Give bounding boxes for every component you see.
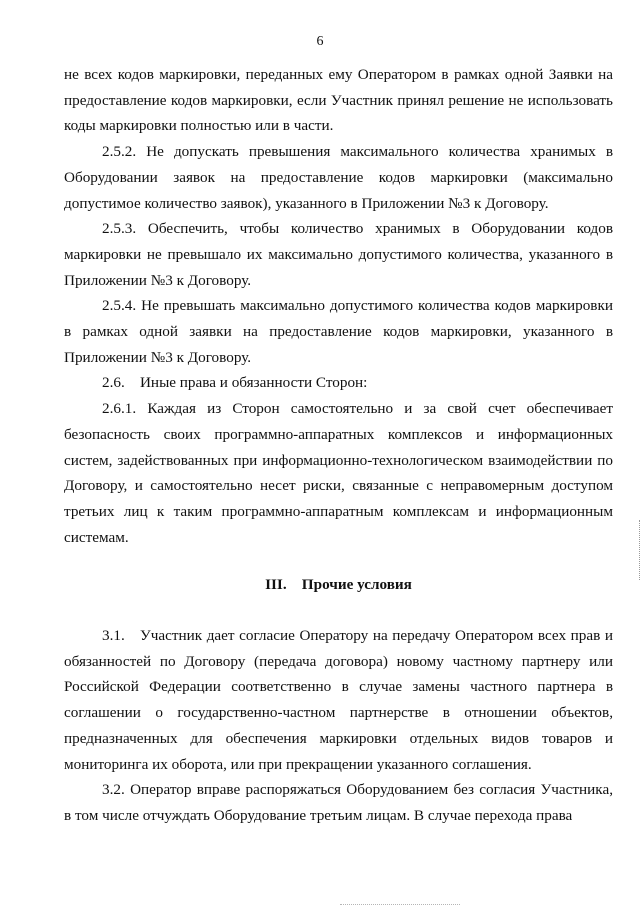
paragraph-2-5-4: 2.5.4. Не превышать максимально допустимого количества кодов маркировки в рамках одной заявки на предоставление кодов маркировки, указанного в Приложении №3 к Договору. [64,297,613,366]
page-number: 6 [316,34,324,49]
paragraph-2-6-1: 2.6.1. Каждая из Сторон самостоятельно и за свой счет обеспечивает безопасность своих программно-аппаратных комплексов и информационных систем, задействованных при информационно-технологическом взаимодействии по Договору, и самостоятельно несет риски, связанные с неправомерным доступом третьих лиц к таким программно-аппаратным комплексам и информационным системам. [64,400,613,546]
paragraph-3-1: 3.1. Участник дает согласие Оператору на передачу Оператором всех прав и обязанностей по Договору (передача договора) новому частному партнеру или Российской Федерации соответственно в случае замены частного партнера в соглашении о государственно-частном партнерстве в отношении объектов, предназначенных для обеспечения маркировки отдельных видов товаров и мониторинга их оборота, или при прекращении указанного соглашения. [64,627,613,773]
paragraph-2-6: 2.6. Иные права и обязанности Сторон: [102,374,368,392]
section-heading-iii: III. Прочие условия [265,576,412,594]
paragraph-2-5-3: 2.5.3. Обеспечить, чтобы количество хранимых в Оборудовании кодов маркировки не превышало их максимально допустимого количества, указанного в Приложении №3 к Договору. [64,220,613,289]
paragraph-continuation: не всех кодов маркировки, переданных ему Оператором в рамках одной Заявки на предоставление кодов маркировки, если Участник принял решение не использовать коды маркировки полностью или в части. [64,66,613,135]
paragraph-3-2: 3.2. Оператор вправе распоряжаться Оборудованием без согласия Участника, в том числе отчуждать Оборудование третьим лицам. В случае перехода права [64,781,613,824]
paragraph-2-5-2: 2.5.2. Не допускать превышения максимального количества хранимых в Оборудовании заявок на предоставление кодов маркировки (максимально допустимое количество заявок), указанного в Приложении №3 к Договору. [64,143,613,212]
document-body [64,62,613,829]
